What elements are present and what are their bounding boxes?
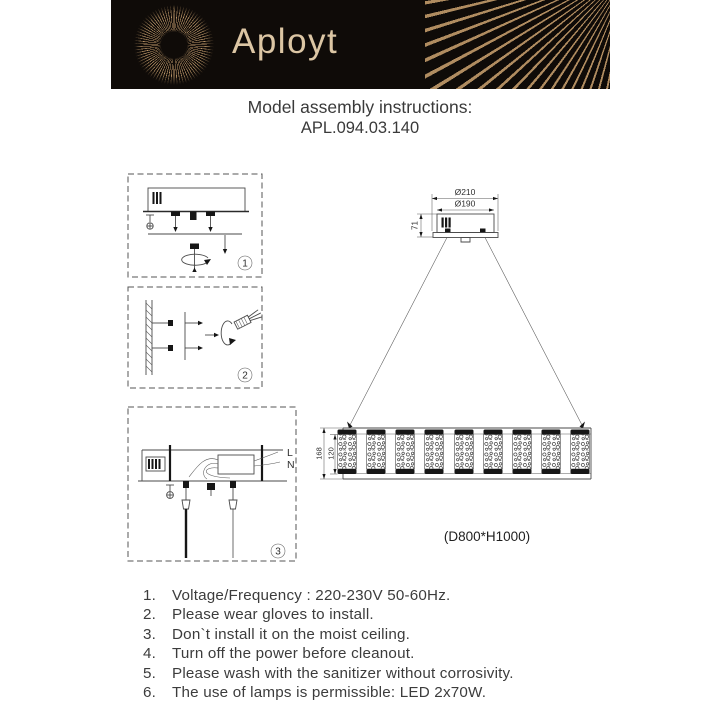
item-number: 3. bbox=[143, 625, 157, 643]
dim-shade-height: 120 bbox=[326, 447, 336, 460]
step1-number: 1 bbox=[242, 258, 248, 270]
item-number: 2. bbox=[143, 606, 157, 624]
overall-size-label: (D800*H1000) bbox=[443, 529, 531, 544]
list-item bbox=[143, 586, 663, 605]
item-text: The use of lamps is permissible: LED 2x70W. bbox=[172, 684, 487, 702]
list-item bbox=[143, 644, 663, 663]
model-number: APL.094.03.140 bbox=[300, 119, 420, 137]
dim-canopy-height: 71 bbox=[410, 221, 420, 230]
item-text: Voltage/Frequency : 220-230V 50-60Hz. bbox=[172, 587, 451, 604]
step1-diagram bbox=[128, 174, 262, 277]
item-number: 4. bbox=[143, 645, 157, 663]
list-item bbox=[143, 605, 663, 624]
item-number: 1. bbox=[143, 587, 157, 604]
item-text: Turn off the power before cleanout. bbox=[172, 645, 415, 663]
list-item bbox=[143, 683, 663, 702]
dim-body-height: 168 bbox=[314, 447, 324, 460]
brand-name: Aployt bbox=[232, 22, 339, 61]
step3-diagram bbox=[128, 407, 296, 561]
item-number: 5. bbox=[143, 664, 157, 682]
item-text: Please wear gloves to install. bbox=[172, 606, 374, 624]
item-number: 6. bbox=[143, 684, 157, 702]
item-text: Please wash with the sanitizer without corrosivity. bbox=[172, 664, 514, 682]
page-title: Model assembly instructions: bbox=[247, 97, 473, 117]
live-wire-label: L bbox=[287, 447, 293, 459]
crystal-shades bbox=[338, 430, 590, 475]
list-item bbox=[143, 664, 663, 683]
item-text: Don`t install it on the moist ceiling. bbox=[172, 625, 411, 643]
neutral-wire-label: N bbox=[287, 459, 295, 471]
list-item bbox=[143, 625, 663, 644]
dim-canopy-inner: Ø190 bbox=[454, 198, 476, 209]
instruction-list bbox=[143, 586, 663, 702]
step3-number: 3 bbox=[275, 546, 281, 558]
lamp-elevation bbox=[315, 187, 592, 544]
step2-diagram bbox=[128, 287, 263, 388]
step2-number: 2 bbox=[242, 370, 248, 382]
dim-canopy-outer: Ø210 bbox=[454, 187, 476, 197]
